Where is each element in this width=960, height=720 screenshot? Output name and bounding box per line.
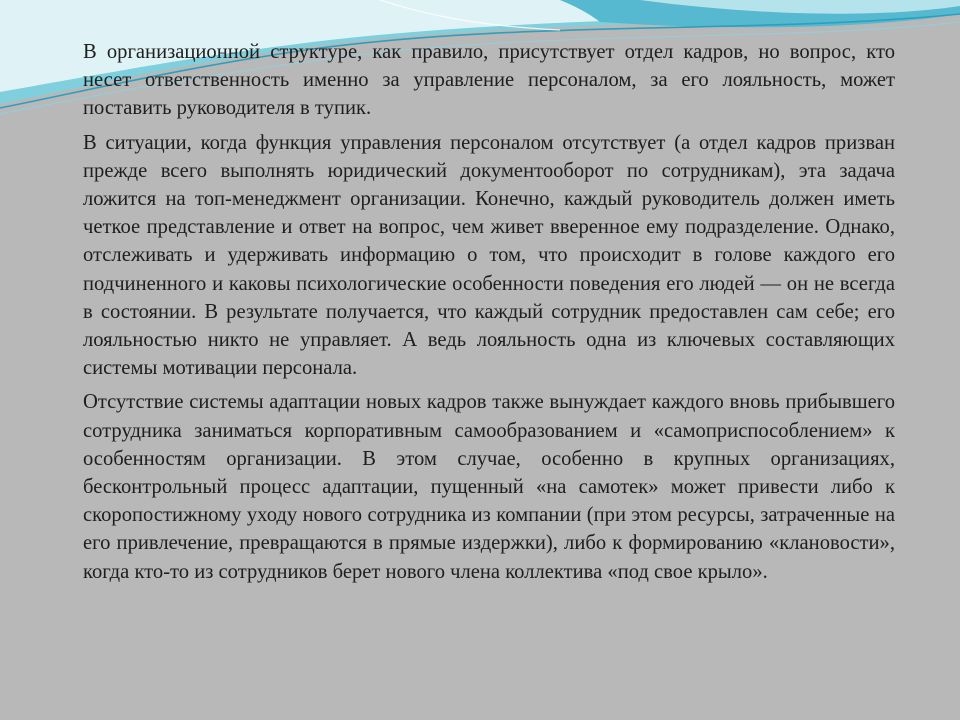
paragraph-3: Отсутствие системы адаптации новых кадров также вынуждает каждого вновь прибывшего сотрудника заниматься корпоративным самообразованием и «самоприспособлением» к особенностям организации. В этом случае, особенно в крупных организациях, бесконтрольный процесс адаптации, пущенный «на самотек» может привести либо к скоропостижному уходу нового сотрудника из компании (при этом ресурсы, затраченные на его привлечение, превращаются в прямые издержки), либо к формированию «клановости», когда кто-то из сотрудников берет нового члена коллектива «под свое крыло». <box>83 391 895 583</box>
paragraph-1: В организационной структуре, как правило, присутствует отдел кадров, но вопрос, кто несет ответственность именно за управление персоналом, за его лояльность, может поставить руководителя в тупик. <box>83 41 895 120</box>
slide-body <box>83 38 895 592</box>
paragraph-2: В ситуации, когда функция управления персоналом отсутствует (а отдел кадров призван прежде всего выполнять юридический документооборот по сотрудникам), эта задача ложится на топ-менеджмент организации. Конечно, каждый руководитель должен иметь четкое представление и ответ на вопрос, чем живет вверенное ему подразделение. Однако, отслеживать и удерживать информацию о том, что происходит в голове каждого его подчиненного и каковы психологические особенности поведения его людей — он не всегда в состоянии. В результате получается, что каждый сотрудник предоставлен сам себе; его лояльностью никто не управляет. А ведь лояльность одна из ключевых составляющих системы мотивации персонала. <box>83 131 895 380</box>
